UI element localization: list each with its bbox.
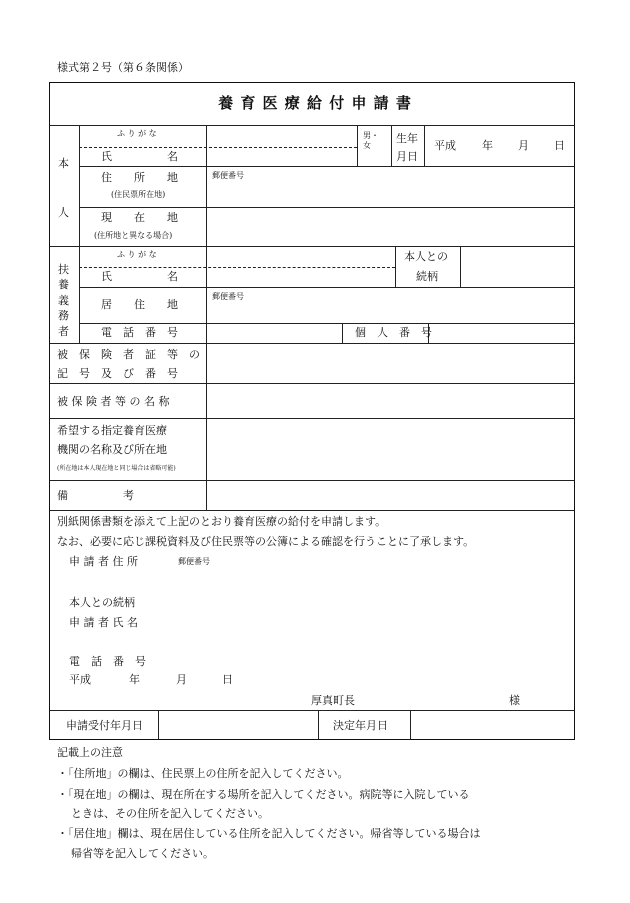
decision-date-field[interactable] — [411, 711, 574, 740]
relation-label-2: 続柄 — [416, 270, 438, 283]
applicant-address-label: 申 請 者 住 所 — [69, 555, 138, 568]
honnin-furigana-field[interactable] — [207, 126, 357, 147]
honnin-section-label-1: 本 — [58, 157, 69, 170]
honnin-section-label-2: 人 — [58, 206, 69, 219]
cert-label-1: 被 保 険 者 証 等 の — [57, 348, 200, 361]
received-date-label: 申請受付年月日 — [66, 719, 143, 732]
fuyou-name-field[interactable] — [207, 247, 395, 287]
honnin-address-field[interactable] — [207, 167, 574, 207]
honnin-current-field[interactable] — [207, 208, 574, 246]
form-number: 様式第２号（第６条関係） — [57, 61, 189, 74]
note-item-2b: ときは、その住所を記入してください。 — [71, 807, 269, 820]
birth-year: 年 — [482, 139, 493, 152]
date-month: 月 — [176, 673, 187, 686]
address-label: 住 所 地 — [101, 171, 178, 184]
hospital-field[interactable] — [207, 419, 574, 480]
honorific-label: 様 — [509, 694, 520, 707]
rule-v-decision-left — [318, 710, 319, 740]
cert-label-2: 記 号 及 び 番 号 — [57, 367, 178, 380]
residence-postal-label: 郵便番号 — [212, 292, 244, 301]
applicant-relation-label: 本人との続柄 — [69, 596, 135, 609]
address-postal-label: 郵便番号 — [212, 171, 244, 180]
gender-label[interactable]: 男・女 — [363, 131, 379, 150]
applicant-name-label: 申 請 者 氏 名 — [69, 616, 138, 629]
current-sub: (住所地と異なる場合) — [94, 231, 173, 240]
name-label: 氏 名 — [101, 150, 178, 163]
applicant-relation-field[interactable] — [160, 594, 460, 612]
hospital-label-1: 希望する指定養育医療 — [57, 424, 167, 437]
fuyou-name-label: 氏 名 — [101, 270, 178, 283]
hospital-label-2: 機関の名称及び所在地 — [57, 443, 167, 456]
birth-era: 平成 — [434, 139, 456, 152]
fuyou-section-label: 扶養義務者 — [58, 263, 69, 338]
insurer-label: 被 保 険 者 等 の 名 称 — [57, 395, 170, 408]
fuyou-furigana-label: ふ り が な — [117, 250, 157, 259]
applicant-address-field[interactable] — [230, 553, 560, 587]
recipient-label: 厚真町長 — [311, 694, 355, 707]
note-item-3b: 帰省等を記入してください。 — [71, 847, 214, 860]
fuyou-phone-field[interactable] — [207, 324, 342, 343]
applicant-postal-label: 郵便番号 — [178, 557, 210, 566]
fuyou-relation-field[interactable] — [461, 247, 574, 287]
declaration-line-1: 別紙関係書類を添えて上記のとおり養育医療の給付を申請します。 — [57, 515, 387, 528]
birth-month: 月 — [518, 139, 529, 152]
date-era: 平成 — [69, 673, 91, 686]
rule-v-gender-left — [357, 125, 358, 166]
note-item-2a: ・「現在地」の欄は、現在所在する場所を記入してください。病院等に入院している — [57, 788, 470, 801]
mynumber-label: 個 人 番 号 — [355, 326, 432, 339]
rule-v-birth-right — [424, 125, 425, 166]
insurer-name-field[interactable] — [207, 384, 574, 418]
furigana-label: ふ り が な — [117, 129, 157, 138]
note-item-3a: ・「居住地」欄は、現在居住している住所を記入してください。帰省等している場合は — [57, 827, 481, 840]
rule-v-relation-left — [395, 246, 396, 287]
residence-label: 居 住 地 — [101, 298, 178, 311]
date-year: 年 — [129, 673, 140, 686]
date-day: 日 — [222, 673, 233, 686]
remarks-field[interactable] — [207, 481, 574, 510]
notes-heading: 記載上の注意 — [57, 746, 123, 759]
relation-label-1: 本人との — [404, 250, 448, 263]
rule-v-section — [79, 125, 80, 343]
applicant-phone-field[interactable] — [160, 653, 460, 671]
phone-label: 電 話 番 号 — [101, 326, 178, 339]
form-title: 養 育 医 療 給 付 申 請 書 — [218, 94, 412, 112]
applicant-name-field[interactable] — [160, 614, 460, 632]
declaration-line-2: なお、必要に応じ課税資料及び住民票等の公簿による確認を行うことに了承します。 — [57, 535, 475, 548]
address-sub: (住民票所在地) — [111, 190, 166, 199]
remarks-label: 備 考 — [57, 489, 134, 502]
cert-number-field[interactable] — [207, 344, 574, 383]
applicant-phone-label: 電 話 番 号 — [69, 655, 146, 668]
rule-v-mynumber-left — [342, 323, 343, 343]
honnin-name-field[interactable] — [207, 148, 357, 166]
rule-remarks-bottom — [50, 510, 574, 511]
fuyou-mynumber-field[interactable] — [429, 324, 574, 343]
decision-date-label: 決定年月日 — [333, 719, 388, 732]
birth-day: 日 — [554, 139, 565, 152]
current-label: 現 在 地 — [101, 211, 178, 224]
fuyou-residence-field[interactable] — [207, 288, 574, 323]
hospital-note: (所在地は本人現在地と同じ場合は省略可能) — [57, 465, 176, 472]
note-item-1: ・「住所地」の欄は、住民票上の住所を記入してください。 — [57, 767, 349, 780]
received-date-field[interactable] — [159, 711, 318, 740]
birth-label: 生年月日 — [396, 132, 418, 163]
rule-v-gender-right — [391, 125, 392, 166]
